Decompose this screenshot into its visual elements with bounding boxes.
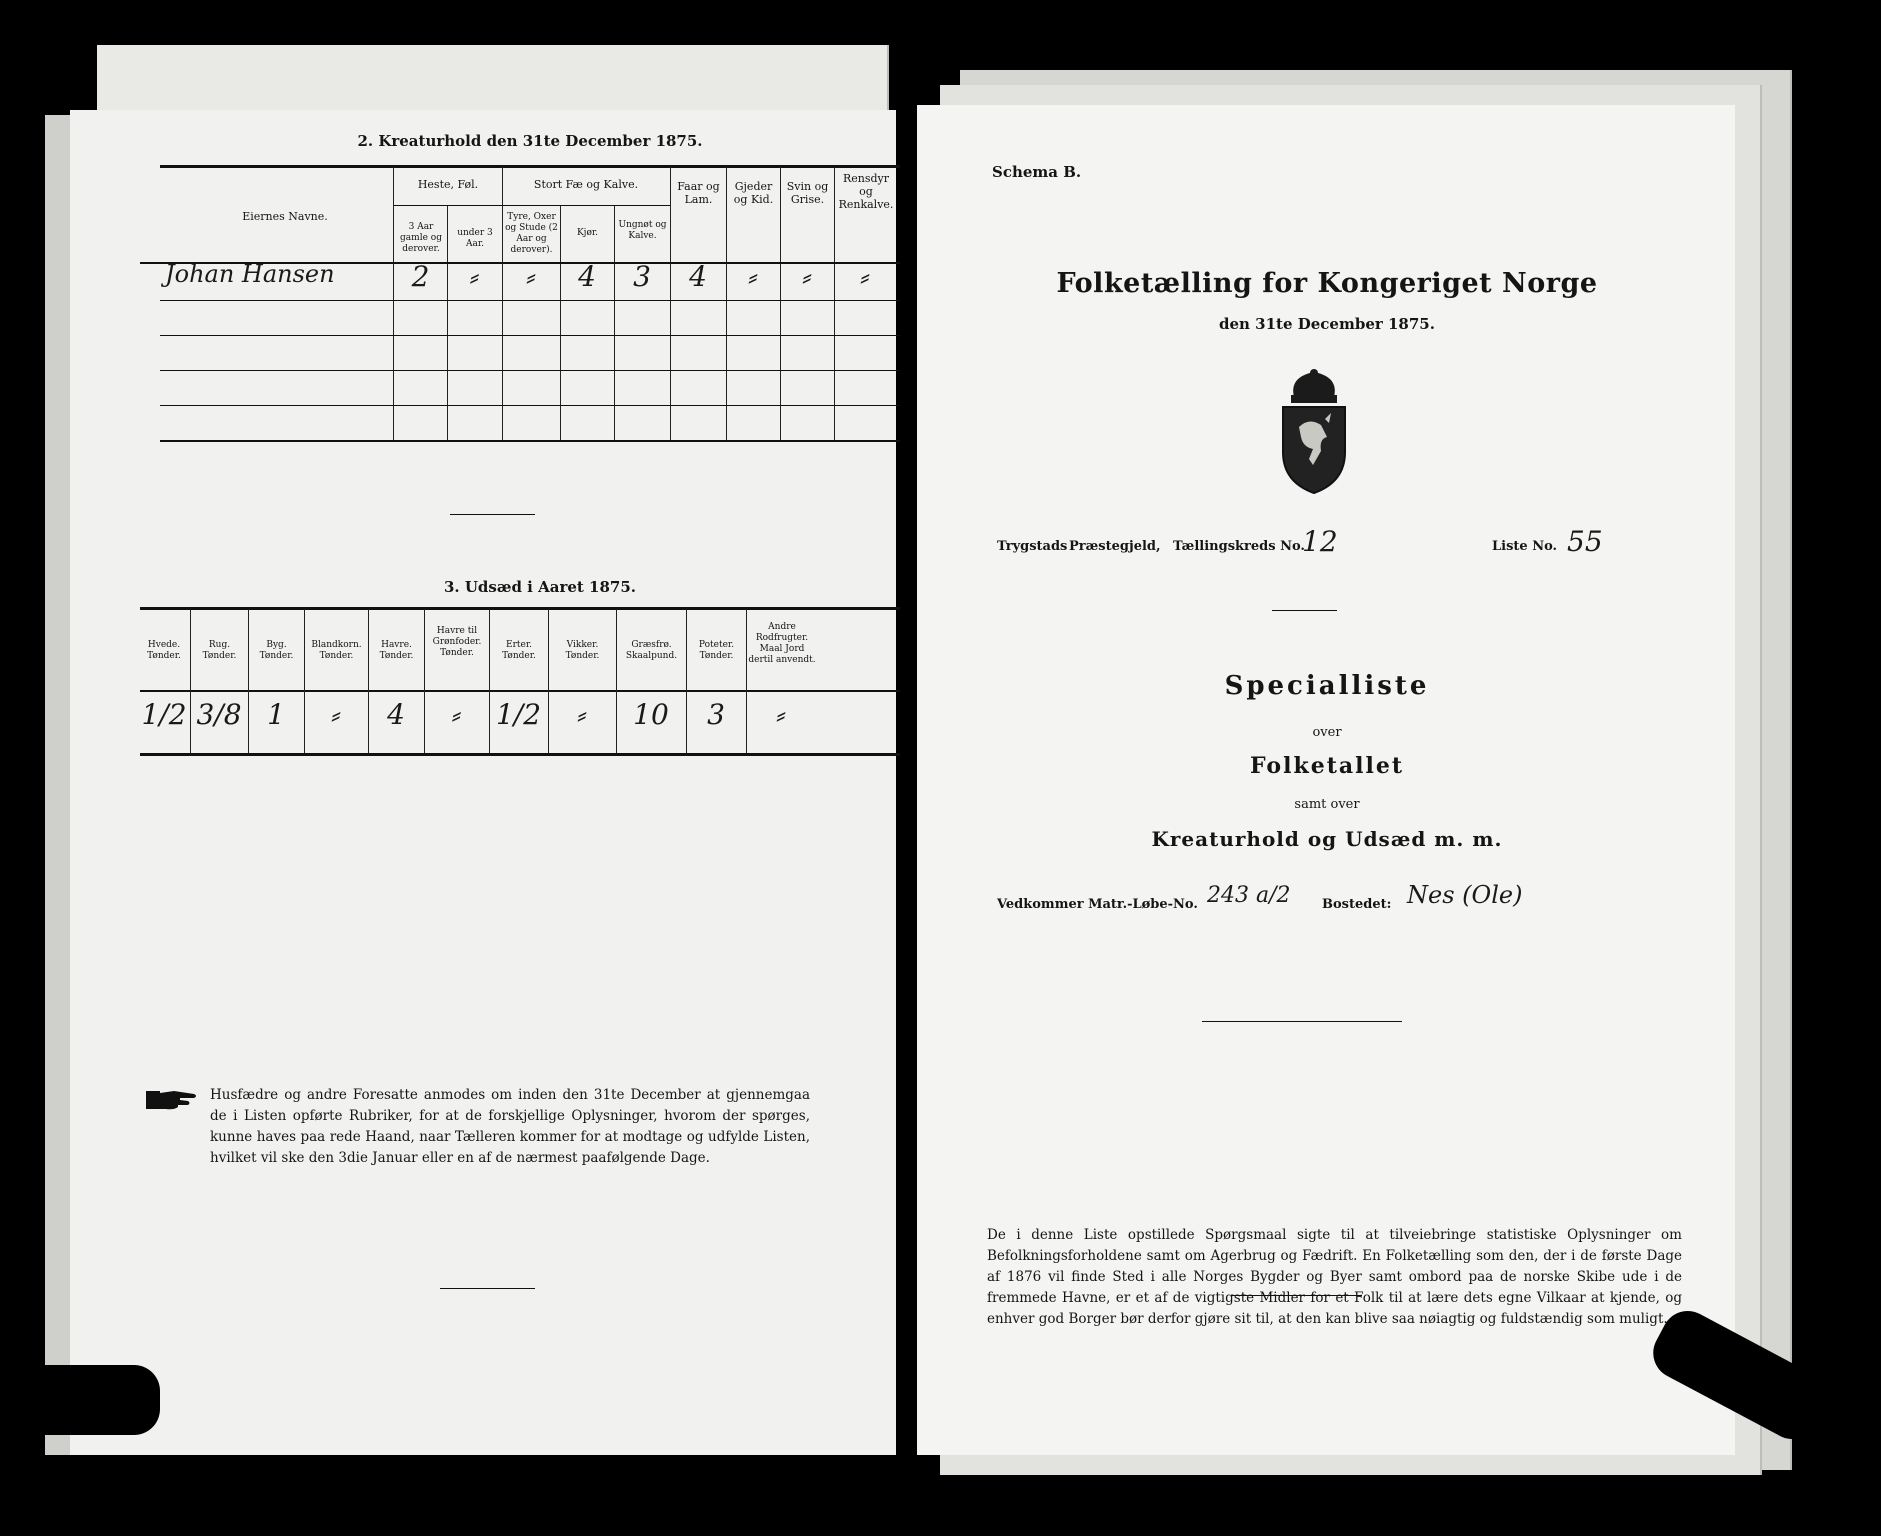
separator xyxy=(440,1288,535,1289)
value-cell: ⸗ xyxy=(748,260,758,293)
col-gjeder: Gjeder og Kid. xyxy=(733,180,774,206)
col-vikker: Vikker. Tønder. xyxy=(565,640,600,661)
heading-kreaturhold: Kreaturhold og Udsæd m. m. xyxy=(1151,827,1503,851)
intro-paragraph: De i denne Liste opstillede Spørgsmaal sigte til at tilveiebringe statistiske Oplysninger om Befolkningsforholdene samt om Agerbrug og Fædrift. En Folketælling som den, der i de første Dage af 1876 vil finde Sted i alle Norges Bygder og Byer samt ombord paa de norske Skibe ude i de fremmede Havne, er et af de vigtigste Midler for et Folk til at lære dets egne Vilkaar at kjende, og enhver god Borger bør derfor gjøre sit til, at den kan blive saa nøiagtig og fuldstændig som muligt. xyxy=(987,1227,1682,1327)
separator xyxy=(1202,1021,1402,1022)
bosted-label: Bostedet: xyxy=(1322,897,1392,912)
col-poteter: Poteter. Tønder. xyxy=(698,640,735,661)
col-owner-names: Eiernes Navne. xyxy=(242,210,328,223)
value-cell: ⸗ xyxy=(802,260,812,293)
prestegjeld-name: Trygstads xyxy=(997,539,1068,554)
separator xyxy=(450,514,535,515)
right-page xyxy=(917,105,1735,1455)
value-cell: ⸗ xyxy=(577,698,587,731)
group-heste: Heste, Føl. xyxy=(417,178,479,191)
table-rule xyxy=(160,165,900,168)
samt-over-text: samt over xyxy=(1294,797,1360,812)
value-cell: ⸗ xyxy=(526,260,536,293)
heading-specialliste: Specialliste xyxy=(1224,671,1430,701)
main-title: Folketælling for Kongeriget Norge xyxy=(1056,268,1598,299)
col-blandkorn: Blandkorn. Tønder. xyxy=(311,640,362,661)
value-cell: 1 xyxy=(267,698,285,731)
section3-title: 3. Udsæd i Aaret 1875. xyxy=(443,578,637,596)
value-cell: 3 xyxy=(633,260,651,293)
value-cell: 10 xyxy=(633,698,669,731)
col-rug: Rug. Tønder. xyxy=(202,640,237,661)
heading-folketallet: Folketallet xyxy=(1250,753,1404,779)
page-stack-edge xyxy=(97,45,889,110)
value-cell: 1/2 xyxy=(495,698,542,731)
col-faar: Faar og Lam. xyxy=(677,180,720,206)
liste-label: Liste No. xyxy=(1492,539,1558,554)
col-tyre: Tyre, Oxer og Stude (2 Aar og derover). xyxy=(505,212,558,255)
col-erter: Erter. Tønder. xyxy=(502,640,536,661)
table-rule xyxy=(160,440,900,442)
col-andre-rodfrugter: Andre Rodfrugter. Maal Jord dertil anvendt. xyxy=(748,622,816,665)
col-rensdyr: Rensdyr og Renkalve. xyxy=(838,172,894,211)
left-page xyxy=(70,110,896,1455)
krets-label: Tællingskreds No. xyxy=(1173,539,1305,554)
coat-of-arms-icon xyxy=(1269,367,1359,497)
liste-number: 55 xyxy=(1567,525,1603,558)
col-heste-3aar: 3 Aar gamle og derover. xyxy=(400,222,442,254)
value-cell: 4 xyxy=(578,260,596,293)
value-cell: 4 xyxy=(689,260,707,293)
separator xyxy=(1272,610,1337,611)
value-cell: ⸗ xyxy=(776,698,786,731)
matr-number: 243 a/2 xyxy=(1207,883,1291,908)
bosted-value: Nes (Ole) xyxy=(1407,881,1523,909)
value-cell: ⸗ xyxy=(860,260,870,293)
prestegjeld-label: Præstegjeld, xyxy=(1069,539,1161,554)
group-stort: Stort Fæ og Kalve. xyxy=(533,178,639,191)
krets-number: 12 xyxy=(1302,525,1338,558)
value-cell: ⸗ xyxy=(451,698,462,731)
census-date: den 31te December 1875. xyxy=(1219,315,1435,333)
owner-name-cell: Johan Hansen xyxy=(165,260,335,288)
value-cell: ⸗ xyxy=(469,260,480,293)
value-cell: 4 xyxy=(387,698,405,731)
col-graesfro: Græsfrø. Skaalpund. xyxy=(625,640,678,661)
col-havre-gronfoder: Havre til Grønfoder. Tønder. xyxy=(432,626,482,658)
col-havre: Havre. Tønder. xyxy=(379,640,414,661)
col-ungnot: Ungnøt og Kalve. xyxy=(618,220,667,241)
separator xyxy=(1232,1295,1362,1296)
pointing-hand-icon xyxy=(144,1085,200,1113)
schema-label: Schema B. xyxy=(992,163,1082,181)
value-cell: ⸗ xyxy=(331,698,341,731)
binder-hole xyxy=(0,1365,160,1435)
col-svin: Svin og Grise. xyxy=(786,180,829,206)
notice-text: Husfædre og andre Foresatte anmodes om inden den 31te December at gjennemgaa de i Listen opførte Rubriker, for at de forskjellige Oplysninger, hvorom der spørges, kunne haves paa rede Haand, naar Tælleren kommer for at modtage og udfylde Listen, hvilket vil ske den 3die Januar eller en af de nærmest paafølgende Dage. xyxy=(210,1087,810,1166)
value-cell: 2 xyxy=(411,260,430,293)
section2-title: 2. Kreaturhold den 31te December 1875. xyxy=(357,132,703,150)
col-kjor: Kjør. xyxy=(576,228,599,238)
value-cell: 3 xyxy=(707,698,725,731)
value-cell: 1/2 xyxy=(141,698,187,731)
over-text: over xyxy=(1312,725,1342,740)
col-byg: Byg. Tønder. xyxy=(259,640,294,661)
value-cell: 3/8 xyxy=(196,698,242,731)
matr-label: Vedkommer Matr.-Løbe-No. xyxy=(997,897,1198,912)
col-heste-under3: under 3 Aar. xyxy=(457,228,493,249)
col-hvede: Hvede. Tønder. xyxy=(147,640,181,661)
